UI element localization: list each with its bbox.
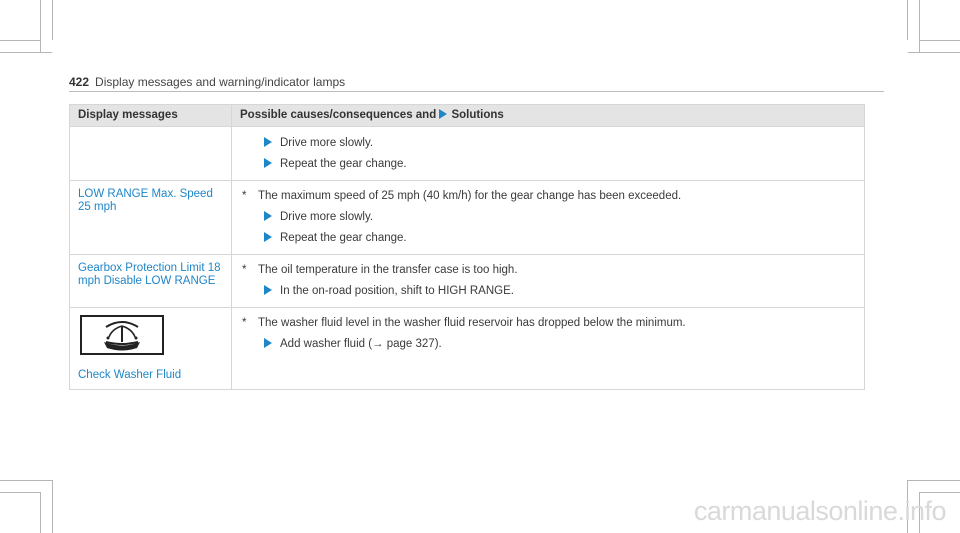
message-cell	[70, 127, 232, 181]
arrow-icon	[439, 109, 447, 119]
message-cell: LOW RANGE Max. Speed 25 mph	[70, 181, 232, 255]
solution-cell	[232, 127, 865, 181]
solution-step: Drive more slowly.	[240, 137, 856, 150]
arrow-icon	[264, 232, 272, 242]
header-prefix: Possible causes/consequences and	[240, 109, 437, 121]
page-number: 422	[69, 75, 90, 89]
message-cell	[70, 308, 232, 390]
cause-text: * The oil temperature in the transfer case is too high.	[242, 264, 518, 276]
solution-cell	[232, 255, 865, 308]
column-header-causes-solutions	[232, 105, 865, 127]
arrow-icon	[264, 137, 272, 147]
message-label: Check Washer Fluid	[78, 369, 182, 381]
header-divider	[69, 91, 884, 92]
table-row	[70, 308, 865, 390]
solution-step: Repeat the gear change.	[240, 158, 856, 171]
crop-mark	[40, 492, 41, 533]
cause-text: * The maximum speed of 25 mph (40 km/h) for the gear change has been exceeded.	[242, 190, 682, 202]
crop-mark	[0, 492, 40, 493]
table-row	[70, 127, 865, 181]
washer-fluid-warning-icon	[80, 315, 164, 355]
page-header	[69, 75, 345, 89]
crop-mark	[52, 0, 53, 40]
arrow-icon	[264, 158, 272, 168]
solution-step: Add washer fluid (→ page 327).	[240, 338, 856, 351]
header-suffix: Solutions	[451, 109, 504, 121]
crop-mark	[52, 480, 53, 533]
crop-mark	[908, 480, 960, 481]
crop-mark	[0, 480, 52, 481]
crop-mark	[0, 40, 40, 41]
watermark: carmanualsonline.info	[693, 496, 946, 526]
arrow-icon	[264, 285, 272, 295]
column-header-display-messages: Display messages	[70, 105, 232, 127]
crop-mark	[40, 0, 41, 52]
table-row	[70, 181, 865, 255]
page-title: Display messages and warning/indicator lamps	[95, 75, 346, 89]
display-messages-table	[69, 104, 865, 390]
crop-mark	[907, 0, 908, 40]
crop-mark	[920, 40, 960, 41]
crop-mark	[908, 52, 960, 53]
solution-step: Repeat the gear change.	[240, 232, 856, 245]
crop-mark	[0, 52, 52, 53]
table-header-row	[70, 105, 865, 127]
arrow-icon	[264, 211, 272, 221]
solution-step: In the on-road position, shift to HIGH RANGE.	[240, 285, 856, 298]
crop-mark	[920, 492, 960, 493]
table-row	[70, 255, 865, 308]
solution-cell	[232, 308, 865, 390]
solution-step: Drive more slowly.	[240, 211, 856, 224]
crop-mark	[919, 0, 920, 52]
message-cell: Gearbox Protection Limit 18 mph Disable LOW RANGE	[70, 255, 232, 308]
arrow-icon	[264, 338, 272, 348]
cause-text: * The washer fluid level in the washer fluid reservoir has dropped below the minimum.	[242, 317, 686, 329]
solution-cell	[232, 181, 865, 255]
